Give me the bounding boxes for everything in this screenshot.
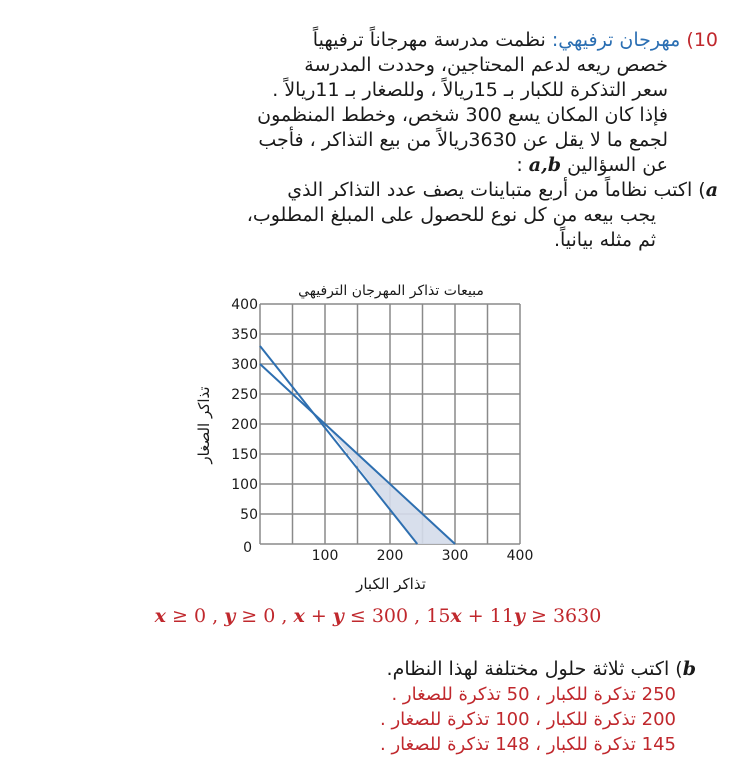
x-tick-label: 400 <box>506 548 534 564</box>
y-tick-label: 300 <box>231 357 258 373</box>
solution-3: 145 تذكرة للكبار ، 148 تذكرة للصغار . <box>380 734 676 755</box>
sys-part: ≥ 0 , <box>235 605 294 627</box>
y-tick-label: 50 <box>240 507 258 523</box>
part-a-text-1: اكتب نظاماً من أربع متباينات يصف عدد التذاكر الذي <box>287 179 693 201</box>
problem-line-5: لجمع ما لا يقل عن 3630ريالاً من بيع التذاكر ، فأجب <box>258 129 668 151</box>
problem-text-6: عن السؤالين <box>567 154 668 176</box>
problem-number: 10) <box>686 29 718 51</box>
part-a-line-1: a) اكتب نظاماً من أربع متباينات يصف عدد التذاكر الذي <box>287 179 718 201</box>
sys-part: ≥ 0 , <box>165 605 225 627</box>
x-tick-label: 100 <box>311 548 339 564</box>
y-tick-label: 100 <box>231 477 258 493</box>
problem-line-2: خصص ريعه لدعم المحتاجين، وحددت المدرسة <box>304 54 668 76</box>
chart-xlabel: تذاكر الكبار <box>356 575 426 593</box>
sys-part: + <box>304 605 333 627</box>
part-a-line-3: ثم مثله بيانياً. <box>553 229 656 251</box>
problem-line-3: سعر التذكرة للكبار بـ 15ريالاً ، وللصغار بـ 11ريالاً . <box>272 79 668 101</box>
part-b-letter: b <box>682 658 696 680</box>
part-a-letter: a <box>705 179 718 201</box>
sys-part: + 11 <box>461 605 514 627</box>
problem-text-1: نظمت مدرسة مهرجاناً ترفيهياً <box>312 29 546 51</box>
part-b <box>96 657 696 757</box>
var-y: y <box>332 605 344 627</box>
y-tick-label: 150 <box>231 447 258 463</box>
var-y: y <box>513 605 525 627</box>
part-b-text: اكتب ثلاثة حلول مختلفة لهذا النظام. <box>386 658 670 680</box>
var-x: x <box>293 605 305 627</box>
y-tick-label: 400 <box>231 297 258 313</box>
chart-title: مبيعات تذاكر المهرجان الترفيهي <box>298 283 484 299</box>
problem-topic: مهرجان ترفيهي: <box>551 29 681 51</box>
chart-ylabel: تذاكر الصغار <box>195 386 213 464</box>
var-x: x <box>154 605 166 627</box>
y-tick-label: 250 <box>231 387 258 403</box>
var-y: y <box>224 605 236 627</box>
y-tick-label: 200 <box>231 417 258 433</box>
solution-2: 200 تذكرة للكبار ، 100 تذكرة للصغار . <box>380 709 676 730</box>
solution-1: 250 تذكرة للكبار ، 50 تذكرة للصغار . <box>391 684 676 705</box>
x-tick-label: 300 <box>441 548 469 564</box>
sys-part: ≤ 300 , 15 <box>343 605 451 627</box>
part-a-line-2: يجب بيعه من كل نوع للحصول على المبلغ المطلوب، <box>246 204 656 226</box>
x-tick-label: 200 <box>376 548 404 564</box>
origin-label: 0 <box>243 540 252 556</box>
problem-vars: a,b <box>528 154 562 176</box>
problem-line-4: فإذا كان المكان يسع 300 شخص، وخطط المنظمون <box>257 104 668 126</box>
problem-colon: : <box>516 154 523 176</box>
inequality-system <box>0 605 756 627</box>
y-tick-label: 350 <box>231 327 258 343</box>
part-b-question: b) اكتب ثلاثة حلول مختلفة لهذا النظام. <box>386 658 696 680</box>
var-x: x <box>450 605 462 627</box>
sys-part: ≥ 3630 <box>524 605 602 627</box>
